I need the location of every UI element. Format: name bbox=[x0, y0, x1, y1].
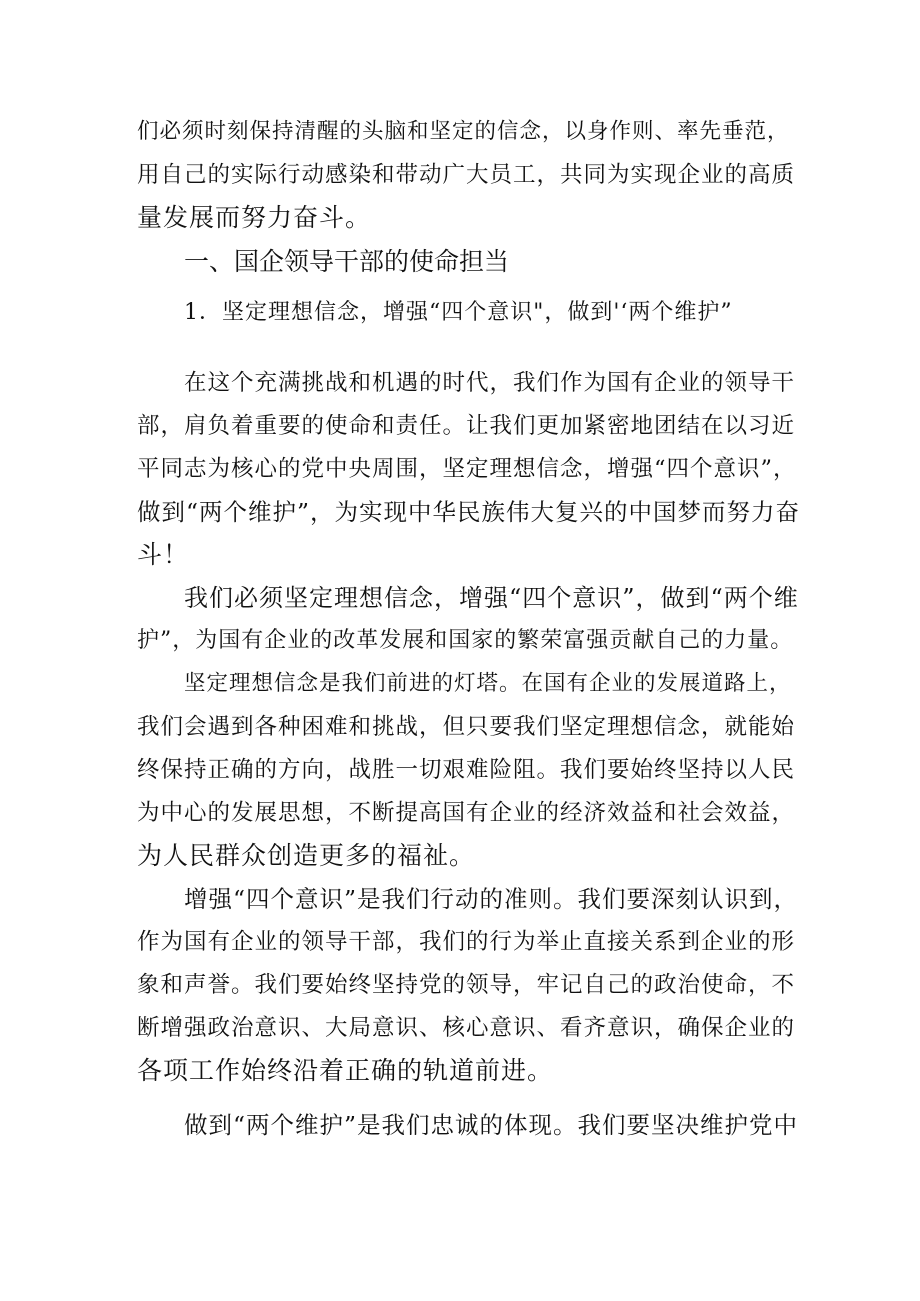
text-line: 象和声誉。我们要始终坚持党的领导，牢记自己的政治使命，不 bbox=[137, 972, 796, 998]
text-line: 平同志为核心的党中央周围，坚定理想信念，增强“四个意识”， bbox=[137, 456, 797, 482]
text-line: 们必须时刻保持清醒的头脑和坚定的信念，以身作则、率先垂范， bbox=[137, 119, 790, 144]
text-line: 做到“两个维护”，为实现中华民族伟大复兴的中国梦而努力奋 bbox=[137, 498, 801, 526]
text-line: 在这个充满挑战和机遇的时代，我们作为国有企业的领导干 bbox=[184, 370, 796, 396]
text-line: 斗！ bbox=[137, 540, 190, 569]
text-line: 我们会遇到各种困难和挑战，但只要我们坚定理想信念，就能始 bbox=[137, 714, 796, 740]
text-line: 终保持正确的方向，战胜一切艰难险阻。我们要始终坚持以人民 bbox=[137, 757, 796, 783]
text-line: 护”，为国有企业的改革发展和国家的繁荣富强贡献自己的力量。 bbox=[137, 628, 794, 653]
text-line: 用自己的实际行动感染和带动广大员工，共同为实现企业的高质 bbox=[137, 162, 796, 188]
section-heading: 一、国企领导干部的使命担当 bbox=[184, 247, 510, 276]
text-line: 增强“四个意识”是我们行动的准则。我们要深刻认识到， bbox=[184, 885, 799, 913]
text-line: 断增强政治意识、大局意识、核心意识、看齐意识，确保企业的 bbox=[137, 1015, 796, 1041]
text-line: 坚定理想信念是我们前进的灯塔。在国有企业的发展道路上， bbox=[184, 671, 792, 696]
subsection-heading: 1．坚定理想信念，增强“四个意识"，做到'‘两个维护” bbox=[184, 300, 733, 325]
text-line: 我们必须坚定理想信念，增强“四个意识”，做到“两个维 bbox=[184, 584, 799, 612]
text-line: 做到“两个维护”是我们忠诚的体现。我们要坚决维护党中 bbox=[184, 1111, 799, 1139]
text-line: 部，肩负着重要的使命和责任。让我们更加紧密地团结在以习近 bbox=[137, 413, 796, 439]
text-line: 为人民群众创造更多的福祉。 bbox=[137, 841, 476, 870]
text-line: 作为国有企业的领导干部，我们的行为举止直接关系到企业的形 bbox=[137, 929, 796, 955]
text-line: 量发展而努力奋斗。 bbox=[137, 203, 372, 232]
text-line: 各项工作始终沿着正确的轨道前进。 bbox=[137, 1056, 554, 1085]
text-line: 为中心的发展思想，不断提高国有企业的经济效益和社会效益， bbox=[137, 800, 796, 826]
